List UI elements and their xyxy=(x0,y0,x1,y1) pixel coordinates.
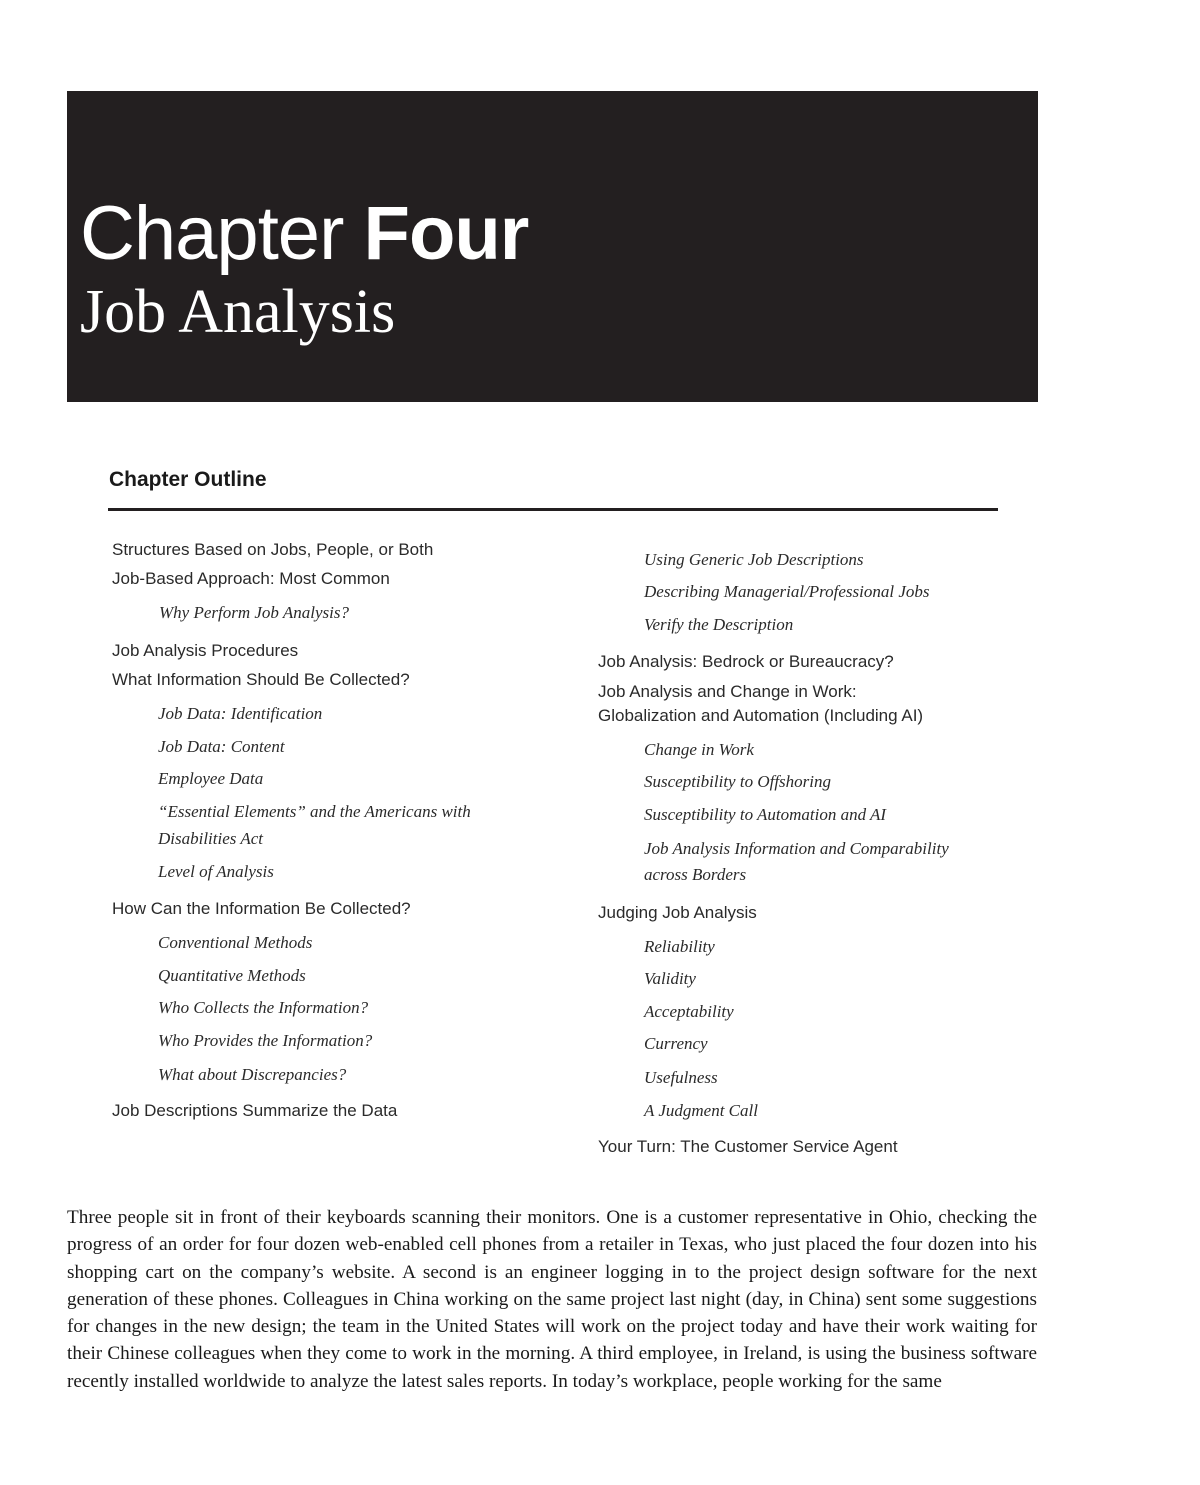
outline-divider xyxy=(108,508,998,511)
outline-subitem: Quantitative Methods xyxy=(158,966,306,985)
outline-heading: Chapter Outline xyxy=(109,468,267,491)
outline-item: Job Analysis Procedures xyxy=(112,641,299,660)
outline-subitem: Job Data: Identification xyxy=(158,704,323,723)
outline-subitem: Acceptability xyxy=(644,1002,734,1021)
chapter-number: Four xyxy=(363,191,529,276)
outline-item: How Can the Information Be Collected? xyxy=(112,899,411,918)
outline-item: Job Analysis: Bedrock or Bureaucracy? xyxy=(598,652,894,671)
outline-subitem: Disabilities Act xyxy=(158,829,263,848)
chapter-prefix: Chapter xyxy=(80,191,344,276)
outline-subitem: Validity xyxy=(644,969,696,988)
outline-subitem: Why Perform Job Analysis? xyxy=(159,603,349,622)
outline-subitem: across Borders xyxy=(644,865,747,884)
outline-item: Job Analysis and Change in Work: xyxy=(598,682,857,701)
outline-subitem: Susceptibility to Offshoring xyxy=(644,772,831,791)
outline-subitem: What about Discrepancies? xyxy=(158,1065,347,1084)
outline-item: Job-Based Approach: Most Common xyxy=(112,569,390,588)
body-paragraph: Three people sit in front of their keyboards scanning their monitors. One is a customer representative in Ohio, checking the progress of an order for four dozen web-enabled cell phones from a retailer in Texas, who just placed the four dozen into his shopping cart on the company’s website. A second is an engineer logging in to the project design software for the next generation of these phones. Colleagues in China working on the same project last night (day, in China) sent some suggestions for changes in the new design; the team in the United States will work on the project today and have their work waiting for their Chinese colleagues when they come to work in the morning. A third employee, in Ireland, is using the business software recently installed worldwide to analyze the latest sales reports. In today’s workplace, people working for the same xyxy=(67,1207,1037,1392)
outline-subitem: Verify the Description xyxy=(644,615,794,634)
outline-subitem: “Essential Elements” and the Americans with xyxy=(158,802,471,821)
outline-subitem: Describing Managerial/Professional Jobs xyxy=(644,582,930,601)
chapter-title: Job Analysis xyxy=(80,278,396,346)
outline-item: What Information Should Be Collected? xyxy=(112,670,410,689)
chapter-label xyxy=(80,190,528,278)
outline-item: Structures Based on Jobs, People, or Both xyxy=(112,540,434,559)
outline-subitem: Employee Data xyxy=(158,769,264,788)
outline-subitem: Conventional Methods xyxy=(158,933,313,952)
outline-item: Globalization and Automation (Including AI) xyxy=(598,706,924,725)
outline-item: Job Descriptions Summarize the Data xyxy=(112,1101,398,1120)
outline-item: Judging Job Analysis xyxy=(598,903,757,922)
outline-item: Your Turn: The Customer Service Agent xyxy=(598,1137,898,1156)
outline-subitem: Job Analysis Information and Comparability xyxy=(644,839,949,858)
outline-subitem: Reliability xyxy=(644,937,715,956)
outline-subitem: Who Provides the Information? xyxy=(158,1031,373,1050)
outline-subitem: Who Collects the Information? xyxy=(158,998,369,1017)
outline-subitem: Change in Work xyxy=(644,740,754,759)
outline-subitem: A Judgment Call xyxy=(644,1101,758,1120)
outline-subitem: Usefulness xyxy=(644,1068,718,1087)
outline-subitem: Level of Analysis xyxy=(158,862,274,881)
outline-subitem: Job Data: Content xyxy=(158,737,285,756)
outline-subitem: Using Generic Job Descriptions xyxy=(644,550,864,569)
outline-subitem: Susceptibility to Automation and AI xyxy=(644,805,887,824)
outline-subitem: Currency xyxy=(644,1034,708,1053)
